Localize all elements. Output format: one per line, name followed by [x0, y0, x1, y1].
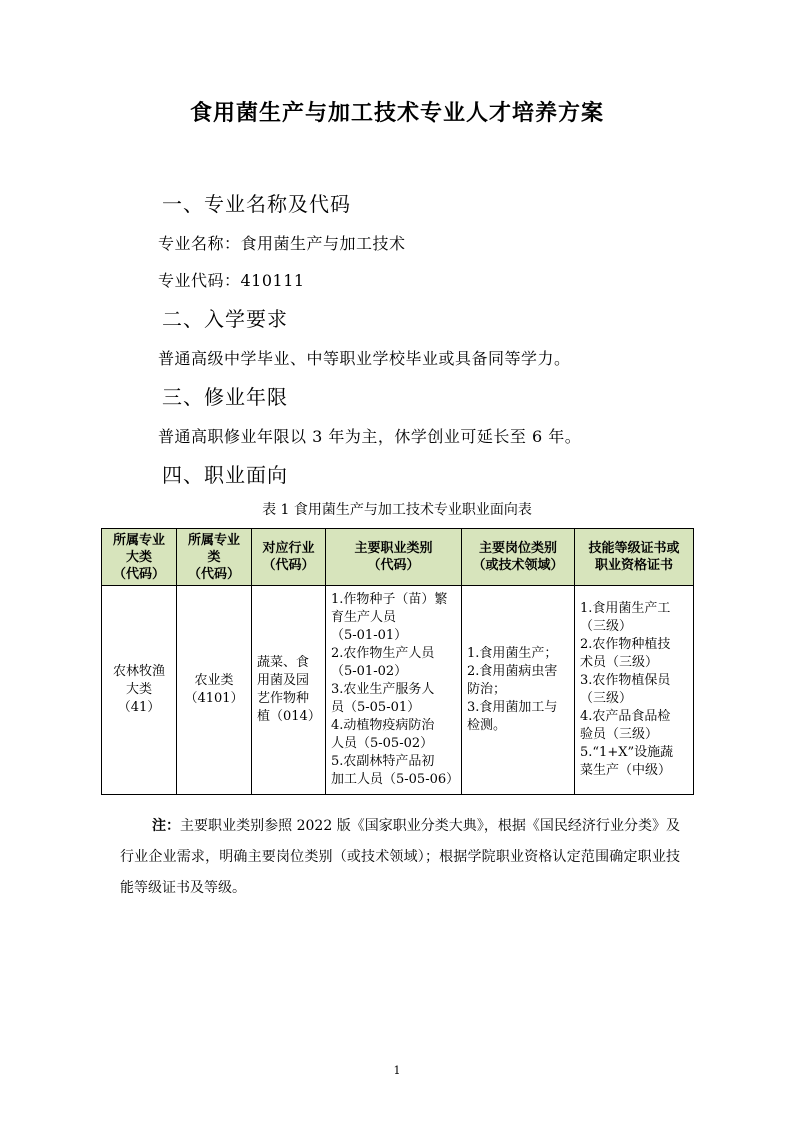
- header-certificates: 技能等级证书或 职业资格证书: [575, 529, 694, 586]
- page-number: 1: [393, 1064, 401, 1077]
- header-positions: 主要岗位类别 （或技术领域）: [462, 529, 575, 586]
- cell-certificates: 1.食用菌生产工 （三级） 2.农作物种植技 术员（三级） 3.农作物植保员 （三级） 4.农产品食品检 验员（三级） 5.“1+X”设施蔬 菜生产（中级）: [575, 586, 694, 795]
- table-header-row: [102, 529, 694, 586]
- admission-line: 普通高级中学毕业、中等职业学校毕业或具备同等学力。: [158, 349, 571, 368]
- cell-industry: 蔬菜、食 用菌及园 艺作物种 植（014）: [252, 586, 326, 795]
- document-title: 食用菌生产与加工技术专业人才培养方案: [189, 101, 604, 126]
- major-code-line: 专业代码：410111: [158, 271, 305, 290]
- cell-positions: 1.食用菌生产； 2.食用菌病虫害 防治； 3.食用菌加工与 检测。: [462, 586, 575, 795]
- header-industry: 对应行业 （代码）: [252, 529, 326, 586]
- header-major-class: 所属专业 类 （代码）: [177, 529, 252, 586]
- section-heading-major-name: 一、专业名称及代码: [162, 192, 351, 216]
- major-name-line: 专业名称：食用菌生产与加工技术: [158, 234, 406, 253]
- table-caption: 表 1 食用菌生产与加工技术专业职业面向表: [262, 502, 532, 518]
- duration-line: 普通高职修业年限以 3 年为主，休学创业可延长至 6 年。: [158, 427, 582, 446]
- section-heading-duration: 三、修业年限: [162, 385, 288, 409]
- career-orientation-table: [101, 528, 694, 795]
- cell-major-class: 农业类 （4101）: [177, 586, 252, 795]
- table-note: [120, 811, 680, 904]
- section-heading-admission: 二、入学要求: [162, 307, 288, 331]
- section-heading-career: 四、职业面向: [162, 463, 288, 487]
- cell-major-category: 农林牧渔 大类 （41）: [102, 586, 177, 795]
- header-major-category: 所属专业 大类 （代码）: [102, 529, 177, 586]
- cell-occupations: 1.作物种子（苗）繁 育生产人员 （5-01-01） 2.农作物生产人员 （5-01-02） 3.农业生产服务人 员（5-05-01） 4.动植物疫病防治 人员（5-05-02） 5.农副林特产品初 加工人员（5-05-06）: [326, 586, 462, 795]
- note-text: 主要职业类别参照 2022 版《国家职业分类大典》，根据《国民经济行业分类》及行业企业需求，明确主要岗位类别（或技术领域）；根据学院职业资格认定范围确定职业技能等级证书及等级。: [120, 818, 681, 896]
- header-occupations: 主要职业类别 （代码）: [326, 529, 462, 586]
- table-row: [102, 586, 694, 795]
- note-label: 注：: [152, 818, 181, 834]
